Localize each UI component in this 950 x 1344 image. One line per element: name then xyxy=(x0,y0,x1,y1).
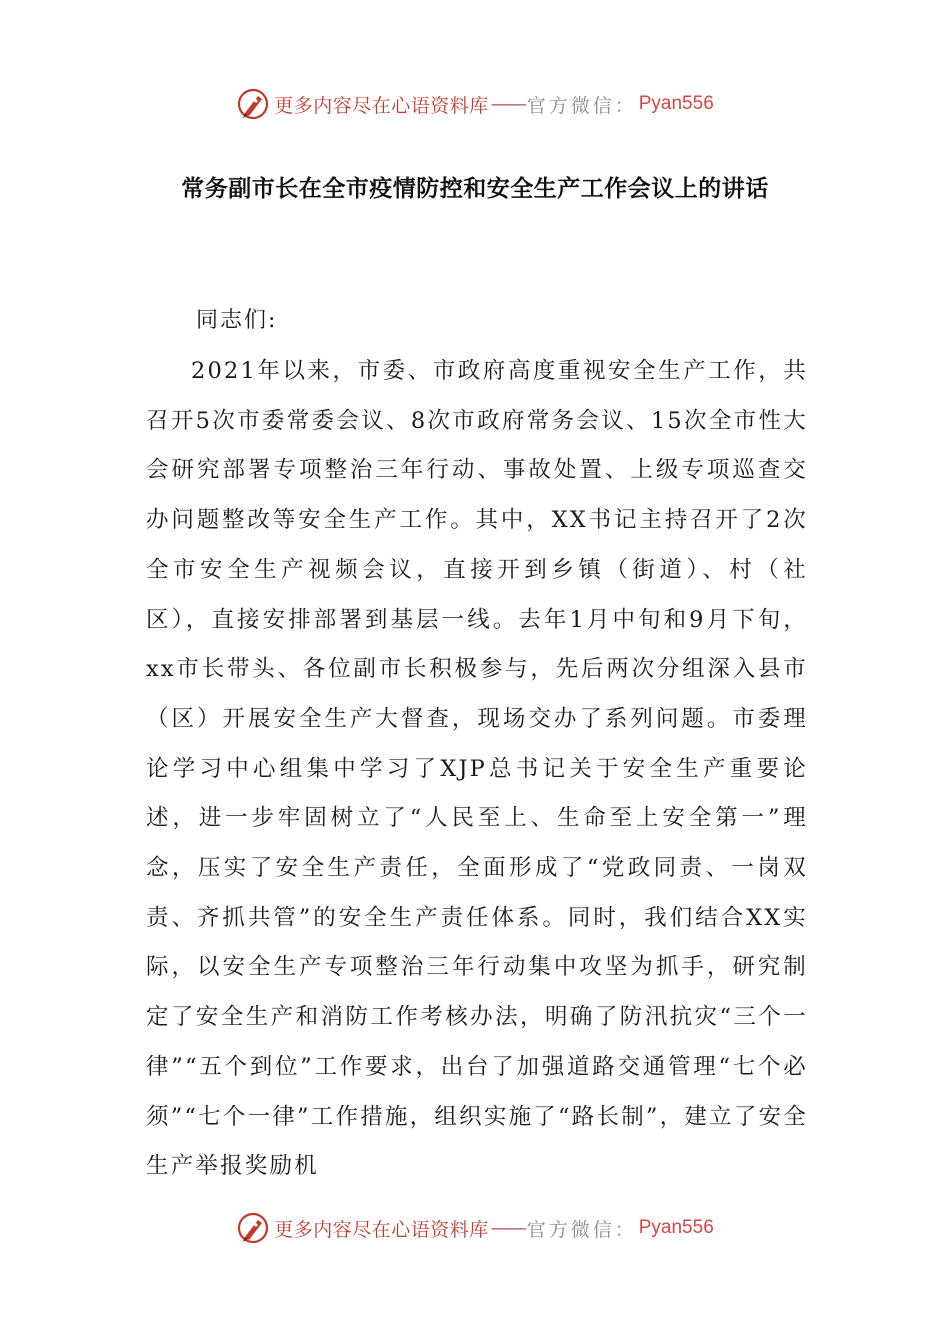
fountain-pen-logo-icon xyxy=(236,87,270,121)
banner-wechat-label: 官方微信： xyxy=(526,1218,637,1241)
fountain-pen-logo-icon xyxy=(236,1211,270,1245)
banner-wechat-id: Pyan556 xyxy=(638,93,714,114)
header-banner xyxy=(0,84,950,124)
banner-main-text: 更多内容尽在心语资料库 xyxy=(274,94,489,117)
body-paragraph: 2021年以来，市委、市政府高度重视安全生产工作，共召开5次市委常委会议、8次市政府常务会议、15次全市性大会研究部署专项整治三年行动、事故处置、上级专项巡查交办问题整改等安全生产工作。其中，XX书记主持召开了2次全市安全生产视频会议，直接开到乡镇（街道）、村（社区），直接安排部署到基层一线。去年1月中旬和9月下旬，xx市长带头、各位副市长积极参与，先后两次分组深入县市（区）开展安全生产大督查，现场交办了系列问题。市委理论学习中心组集中学习了XJP总书记关于安全生产重要论述，进一步牢固树立了“人民至上、生命至上安全第一”理念，压实了安全生产责任，全面形成了“党政同责、一岗双责、齐抓共管”的安全生产责任体系。同时，我们结合XX实际，以安全生产专项整治三年行动集中攻坚为抓手，研究制定了安全生产和消防工作考核办法，明确了防汛抗灾“三个一律”“五个到位”工作要求，出台了加强道路交通管理“七个必须”“七个一律”工作措施，组织实施了“路长制”，建立了安全生产举报奖励机 xyxy=(146,358,808,1180)
banner-wechat-id: Pyan556 xyxy=(638,1217,714,1238)
banner-main-text: 更多内容尽在心语资料库 xyxy=(274,1218,489,1241)
banner-dash: —— xyxy=(490,93,525,115)
footer-banner xyxy=(0,1208,950,1248)
banner-wechat-label: 官方微信： xyxy=(526,94,637,117)
banner-dash: —— xyxy=(490,1217,525,1239)
salutation: 同志们: xyxy=(196,308,278,333)
document-title: 常务副市长在全市疫情防控和安全生产工作会议上的讲话 xyxy=(181,175,769,202)
